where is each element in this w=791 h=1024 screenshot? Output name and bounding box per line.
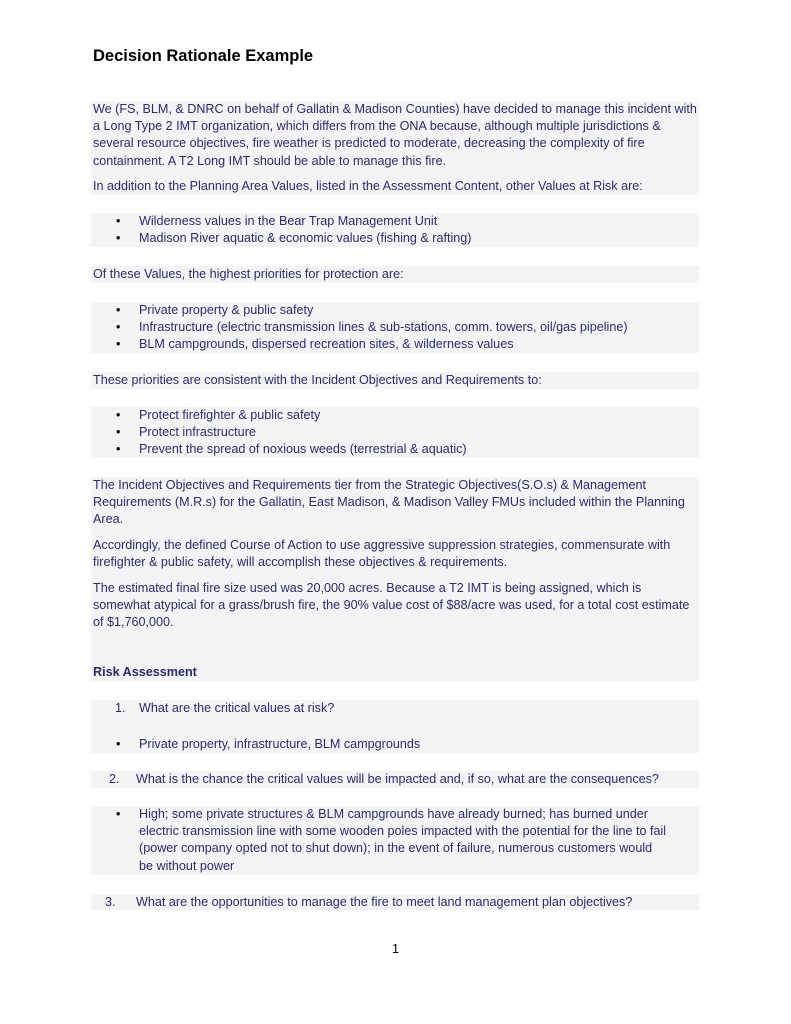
list-item: • Private property & public safety — [93, 302, 697, 319]
bullet-icon: • — [116, 408, 121, 422]
question-text: What is the chance the critical values will be impacted and, if so, what are the consequences? — [136, 772, 659, 786]
bullet-icon: • — [116, 737, 121, 751]
page-number: 1 — [391, 942, 399, 956]
list-item: • Madison River aquatic & economic values (fishing & rafting) — [93, 230, 697, 247]
list-item: • Protect infrastructure — [93, 424, 697, 441]
values-at-risk-list — [93, 213, 697, 247]
question-text: What are the opportunities to manage the fire to meet land management plan objectives? — [136, 895, 633, 909]
objectives-intro: These priorities are consistent with the Incident Objectives and Requirements to: — [93, 373, 542, 387]
rationale-paragraph-1: The Incident Objectives and Requirements tier from the Strategic Objectives(S.O.s) & Management Requirements (M.R.s) for the Gallatin, East Madison, & Madison Valley FMUs included within the Planning Area. — [93, 478, 685, 527]
answer-1-list — [93, 736, 697, 753]
question-number: 3. — [105, 895, 116, 909]
bullet-icon: • — [116, 425, 121, 440]
question-number: 1. — [115, 701, 126, 715]
list-item: • Private property, infrastructure, BLM campgrounds — [93, 736, 697, 753]
intro-paragraph: We (FS, BLM, & DNRC on behalf of Gallatin & Madison Counties) have decided to manage this incident with a Long Type 2 IMT organization, which differs from the ONA because, although multiple jurisdictions & several resource objectives, fire weather is predicted to moderate, decreasing the complexity of fire containment. A T2 Long IMT should be able to manage this fire. — [93, 102, 697, 168]
rationale-paragraph-2: Accordingly, the defined Course of Action to use aggressive suppression strategies, commensurate with firefighter & public safety, will accomplish these objectives & requirements. — [93, 538, 671, 570]
answer-2-list — [93, 806, 697, 875]
question-text: What are the critical values at risk? — [139, 701, 335, 715]
priorities-intro: Of these Values, the highest priorities for protection are: — [93, 267, 404, 281]
bullet-icon: • — [116, 214, 121, 228]
risk-assessment-heading: Risk Assessment — [93, 665, 197, 679]
list-item: • Wilderness values in the Bear Trap Management Unit — [93, 213, 697, 230]
rationale-paragraph-3: The estimated final fire size used was 20,000 acres. Because a T2 IMT is being assigned, which is somewhat atypical for a grass/brush fire, the 90% value cost of $88/acre was used, for a total cost estimate of $1,760,000. — [93, 581, 690, 630]
question-number: 2. — [109, 772, 120, 786]
document-title: Decision Rationale Example — [93, 47, 314, 65]
list-item: • High; some private structures & BLM campgrounds have already burned; has burned under electric transmission line with some wooden poles impacted with the potential for the line to fail (power company opted not to shut down); in the event of failure, numerous customers would be without power — [116, 807, 667, 873]
list-item: • Protect firefighter & public safety — [93, 407, 697, 424]
list-item: • BLM campgrounds, dispersed recreation sites, & wilderness values — [93, 336, 697, 353]
bullet-icon: • — [116, 320, 121, 335]
values-intro-paragraph: In addition to the Planning Area Values, listed in the Assessment Content, other Values at Risk are: — [93, 179, 643, 193]
bullet-icon: • — [116, 231, 121, 246]
objectives-list — [93, 407, 697, 459]
priorities-list — [93, 302, 697, 354]
list-item: • Prevent the spread of noxious weeds (terrestrial & aquatic) — [93, 441, 697, 458]
bullet-icon: • — [116, 442, 121, 457]
bullet-icon: • — [116, 807, 121, 821]
bullet-icon: • — [116, 303, 121, 317]
bullet-icon: • — [116, 337, 121, 352]
list-item: • Infrastructure (electric transmission lines & sub-stations, comm. towers, oil/gas pipeline) — [93, 319, 697, 336]
